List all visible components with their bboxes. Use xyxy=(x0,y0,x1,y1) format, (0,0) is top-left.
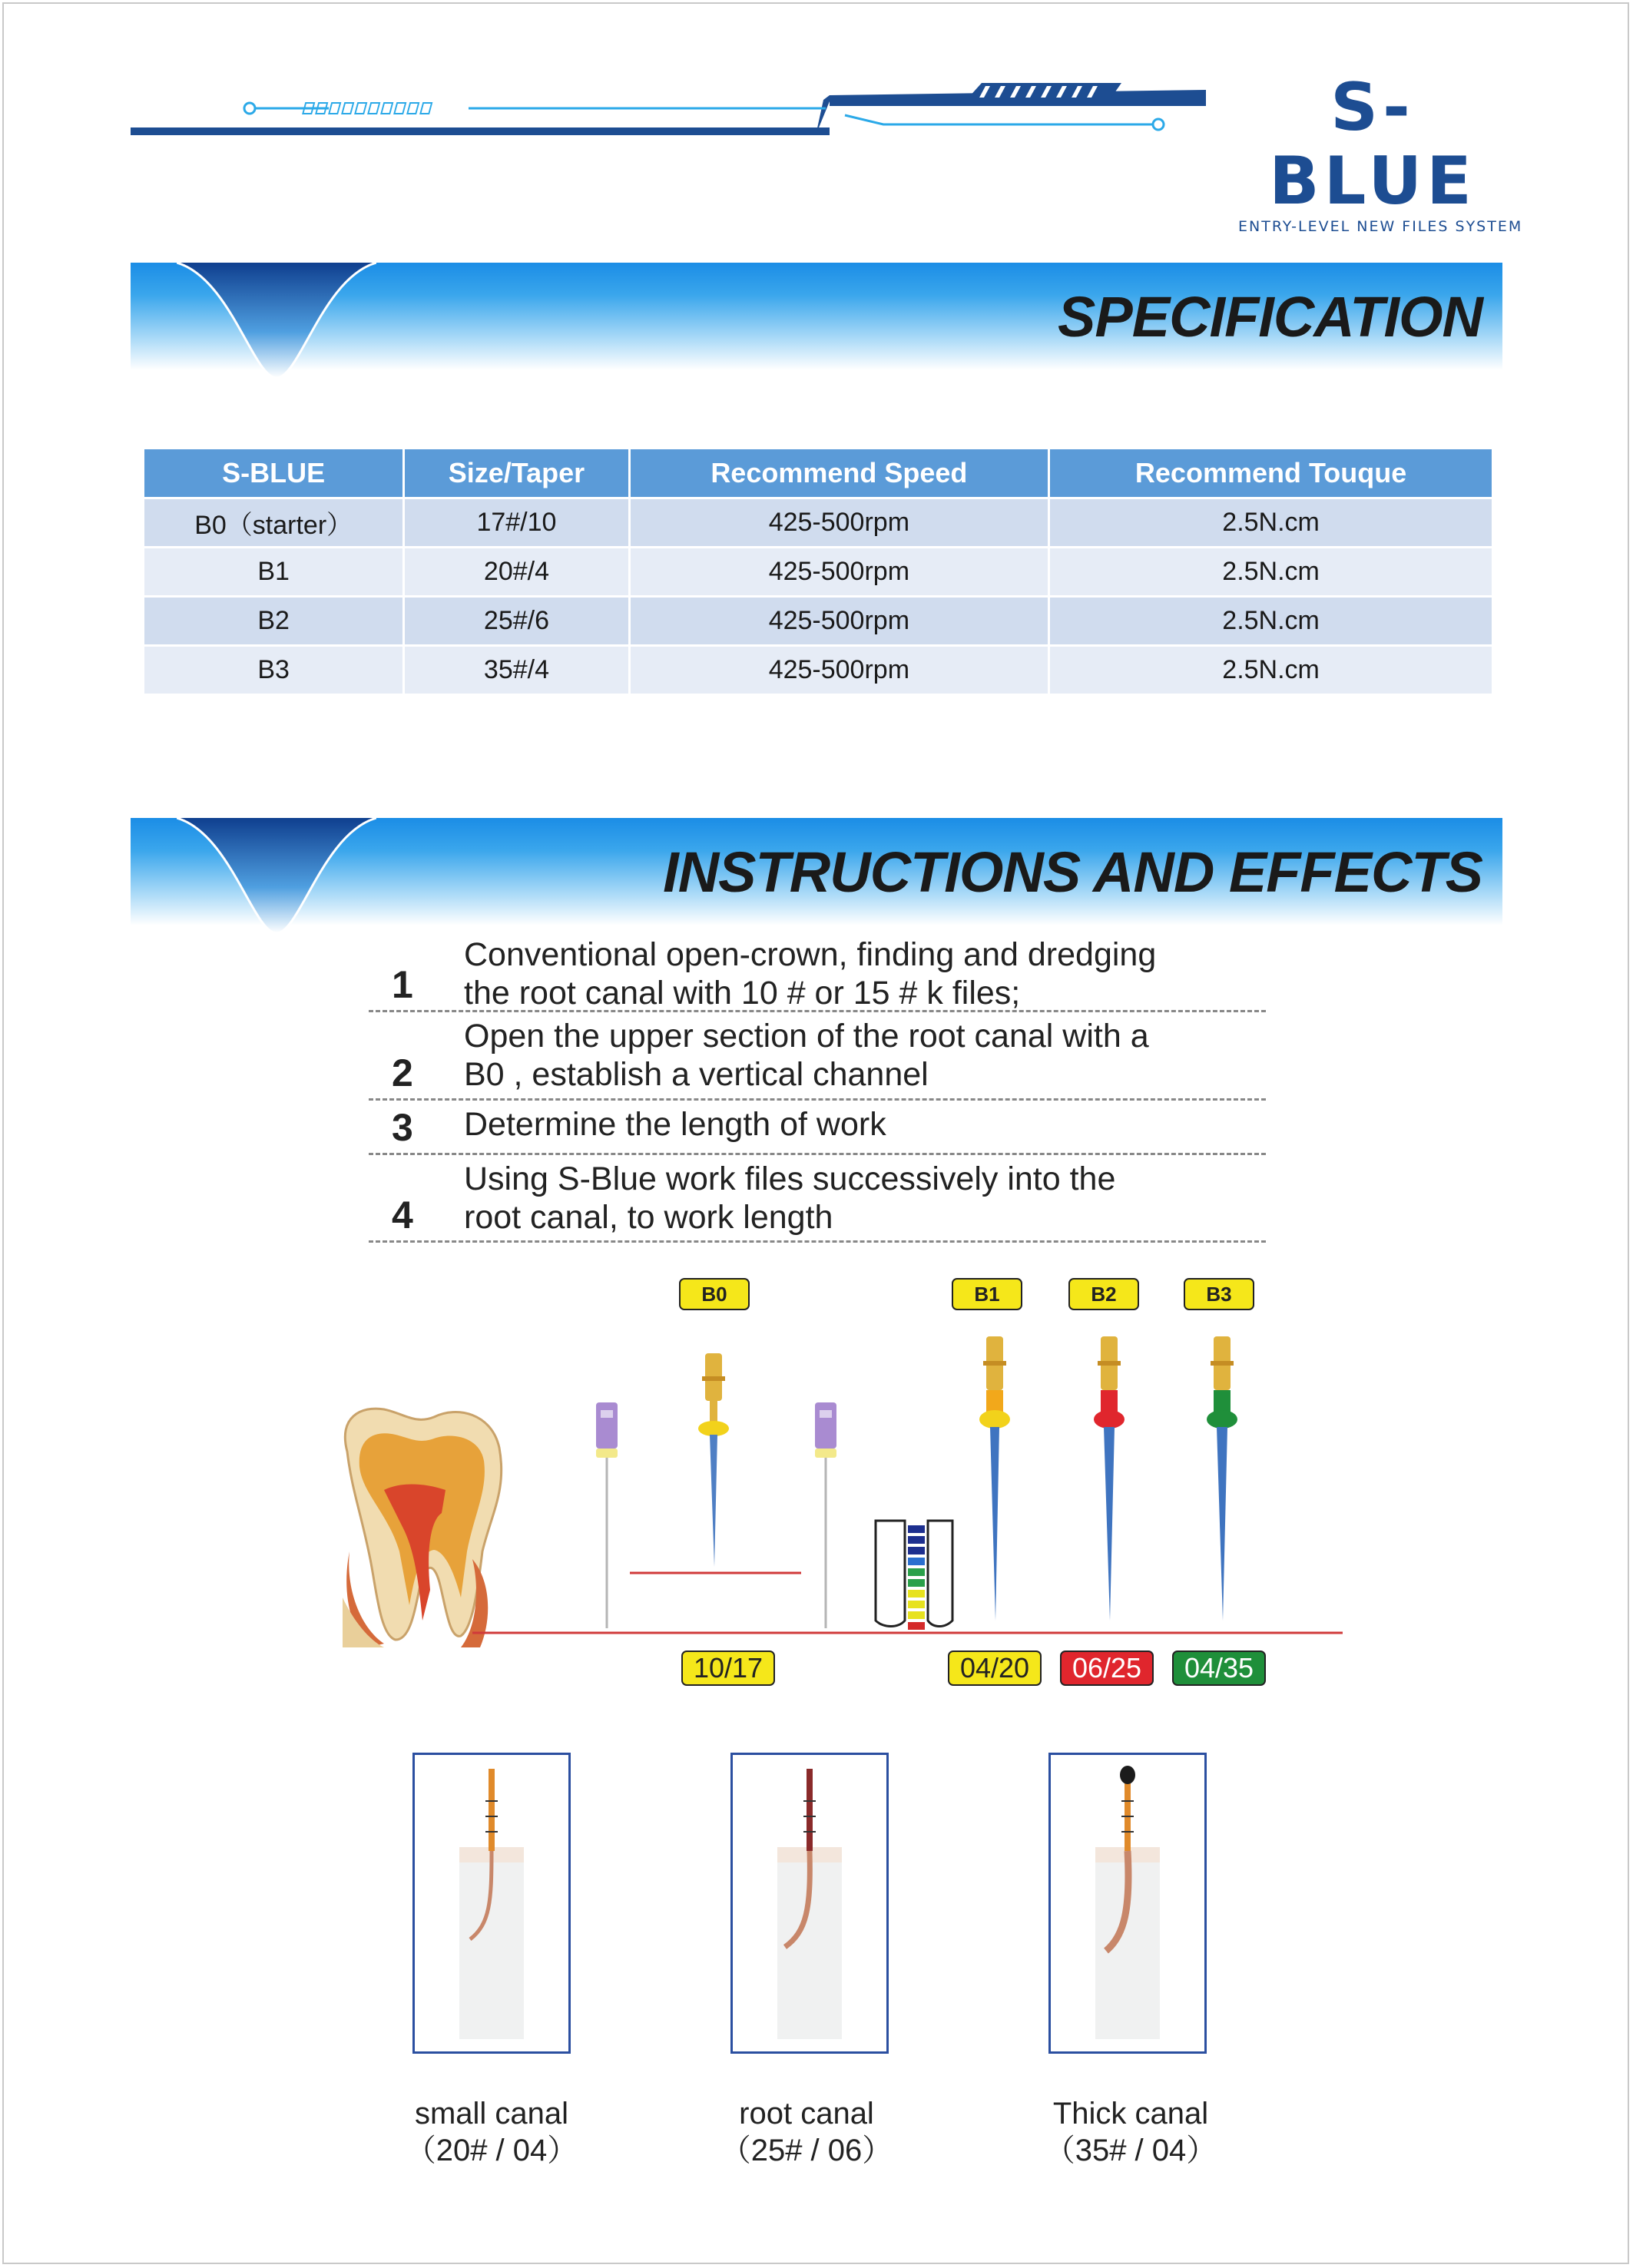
brand-name: S-BLUE xyxy=(1269,69,1476,220)
thick-canal-caption xyxy=(992,2095,1269,2169)
cell-torque: 2.5N.cm xyxy=(1050,647,1492,694)
step-item xyxy=(369,1012,1266,1101)
cell-model: B0（starter） xyxy=(144,499,402,546)
canal-block-image xyxy=(733,1755,886,2051)
specification-title: SPECIFICATION xyxy=(1058,285,1482,349)
col-header-model: S-BLUE xyxy=(144,449,402,497)
cell-speed: 425-500rpm xyxy=(631,499,1048,546)
step-line: B0 , establish a vertical channel xyxy=(464,1056,929,1093)
thick-canal-photo xyxy=(1048,1753,1207,2054)
cell-model: B3 xyxy=(144,647,402,694)
b3-file-icon xyxy=(1207,1336,1237,1621)
label-b1-text: B1 xyxy=(974,1283,1000,1306)
label-10-17 xyxy=(682,1651,774,1685)
label-b2 xyxy=(1069,1279,1138,1309)
file-sequence-diagram xyxy=(0,1260,1633,1720)
step-item xyxy=(369,1155,1266,1243)
cell-speed: 425-500rpm xyxy=(631,548,1048,595)
col-header-speed: Recommend Speed xyxy=(631,449,1048,497)
cell-size: 35#/4 xyxy=(405,647,628,694)
specification-table xyxy=(142,447,1494,696)
cell-size: 20#/4 xyxy=(405,548,628,595)
k-file-icon xyxy=(596,1402,618,1628)
label-04-35 xyxy=(1173,1651,1265,1685)
label-06-25 xyxy=(1061,1651,1153,1685)
cell-model: B2 xyxy=(144,598,402,644)
step-line: Conventional open-crown, finding and dredging xyxy=(464,936,1157,973)
tooth-illustration xyxy=(343,1409,502,1647)
small-canal-caption xyxy=(353,2095,630,2169)
root-canal-photo xyxy=(730,1753,889,2054)
label-10-17-text: 10/17 xyxy=(693,1652,764,1684)
step-text xyxy=(464,931,1266,1014)
step-number: 4 xyxy=(392,1194,413,1237)
step-line: root canal, to work length xyxy=(464,1199,833,1236)
label-04-35-text: 04/35 xyxy=(1184,1652,1254,1684)
cell-torque: 2.5N.cm xyxy=(1050,548,1492,595)
brand-tagline: ENTRY-LEVEL NEW FILES SYSTEM xyxy=(1238,218,1523,235)
cell-size: 17#/10 xyxy=(405,499,628,546)
step-item xyxy=(369,1101,1266,1155)
cell-torque: 2.5N.cm xyxy=(1050,598,1492,644)
instructions-header-band xyxy=(131,818,1502,925)
canal-block-image xyxy=(1051,1755,1204,2051)
b1-file-icon xyxy=(979,1336,1010,1621)
canal-block-image xyxy=(415,1755,568,2051)
label-b2-text: B2 xyxy=(1091,1283,1117,1306)
label-04-20 xyxy=(949,1651,1041,1685)
label-04-20-text: 04/20 xyxy=(959,1652,1030,1684)
canal-size: （20# / 04） xyxy=(405,2134,578,2167)
cell-speed: 425-500rpm xyxy=(631,647,1048,694)
cell-size: 25#/6 xyxy=(405,598,628,644)
label-b3-text: B3 xyxy=(1206,1283,1232,1306)
cell-torque: 2.5N.cm xyxy=(1050,499,1492,546)
step-number: 2 xyxy=(392,1051,413,1094)
step-text xyxy=(464,1155,1266,1238)
label-b0-text: B0 xyxy=(701,1283,727,1306)
table-header-row xyxy=(144,449,1492,497)
label-b0 xyxy=(680,1279,749,1309)
instruction-steps xyxy=(369,931,1266,1243)
table-row xyxy=(144,647,1492,694)
b2-file-icon xyxy=(1094,1336,1125,1621)
step-line: Determine the length of work xyxy=(464,1106,886,1143)
table-row xyxy=(144,548,1492,595)
label-b1 xyxy=(952,1279,1022,1309)
label-b3 xyxy=(1184,1279,1254,1309)
cell-model: B1 xyxy=(144,548,402,595)
step-item xyxy=(369,931,1266,1012)
b0-file-icon xyxy=(698,1353,729,1567)
canal-name: Thick canal xyxy=(1052,2097,1209,2131)
col-header-torque: Recommend Touque xyxy=(1050,449,1492,497)
band-notch-decoration xyxy=(177,818,376,941)
label-06-25-text: 06/25 xyxy=(1072,1652,1142,1684)
small-canal-photo xyxy=(412,1753,571,2054)
step-text xyxy=(464,1012,1266,1095)
k-file-icon xyxy=(815,1402,836,1628)
root-canal-caption xyxy=(668,2095,945,2169)
cell-speed: 425-500rpm xyxy=(631,598,1048,644)
table-row xyxy=(144,499,1492,546)
col-header-size-taper: Size/Taper xyxy=(405,449,628,497)
canal-size: （35# / 04） xyxy=(1044,2134,1217,2167)
step-line: the root canal with 10 # or 15 # k files; xyxy=(464,975,1021,1011)
step-number: 3 xyxy=(392,1106,413,1149)
canal-size: （25# / 06） xyxy=(720,2134,893,2167)
step-line: Open the upper section of the root canal with a xyxy=(464,1018,1149,1055)
step-number: 1 xyxy=(392,963,413,1006)
step-text xyxy=(464,1101,1266,1145)
canal-name: root canal xyxy=(739,2097,874,2131)
brand-logo xyxy=(1238,69,1523,235)
band-notch-decoration xyxy=(177,263,376,386)
specification-header-band xyxy=(131,263,1502,370)
table-row xyxy=(144,598,1492,644)
length-ruler-icon xyxy=(876,1521,952,1630)
canal-name: small canal xyxy=(414,2097,569,2131)
step-line: Using S-Blue work files successively into the xyxy=(464,1160,1116,1197)
instructions-title: INSTRUCTIONS AND EFFECTS xyxy=(663,840,1482,904)
